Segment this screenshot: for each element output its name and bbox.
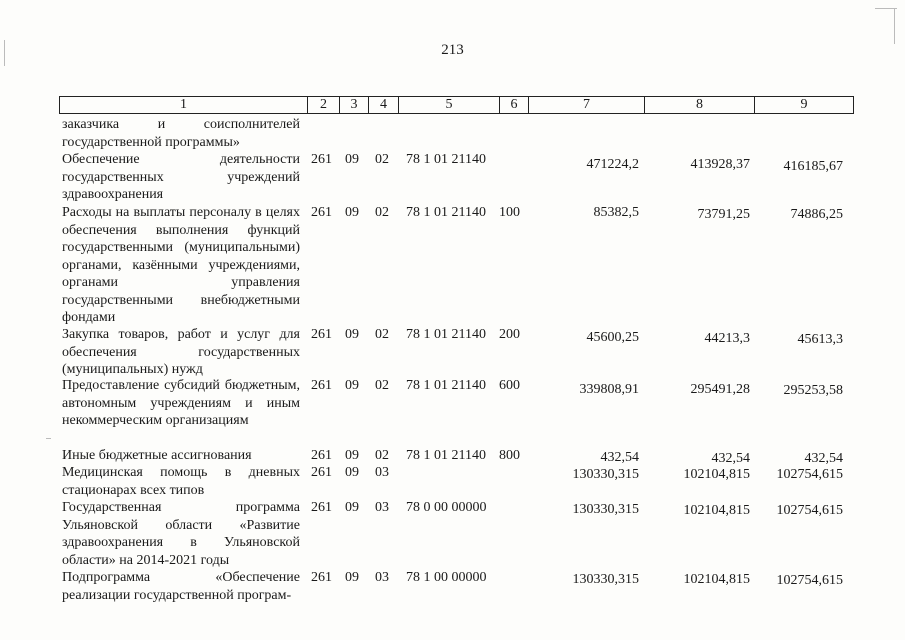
header-col-4: 4 [369,97,399,113]
row-subsection-code: 03 [375,465,389,480]
row-admin-code: 261 [311,448,332,463]
scan-mark [4,40,5,66]
row-value-col8: 44213,3 [704,331,750,346]
header-col-3: 3 [340,97,369,113]
row-section-code: 09 [345,500,359,515]
row-section-code: 09 [345,378,359,393]
row-value-col7: 130330,315 [572,502,639,517]
page-number: 213 [441,42,464,58]
row-value-col8: 102104,815 [683,467,750,482]
row-value-col9: 102754,615 [776,573,843,588]
row-value-col9: 74886,25 [790,207,843,222]
row-value-col7: 45600,25 [586,330,639,345]
row-admin-code: 261 [311,152,332,167]
header-col-8: 8 [645,97,755,113]
row-target-article: 78 1 01 21140 [406,205,486,220]
row-subsection-code: 03 [375,570,389,585]
row-section-code: 09 [345,327,359,342]
row-value-col8: 73791,25 [697,207,750,222]
row-value-col9: 416185,67 [783,159,843,174]
row-expense-type: 600 [499,378,520,393]
header-col-7: 7 [529,97,645,113]
row-target-article: 78 1 00 00000 [406,570,487,585]
row-subsection-code: 02 [375,205,389,220]
row-section-code: 09 [345,570,359,585]
row-target-article: 78 1 01 21140 [406,378,486,393]
row-value-col9: 432,54 [804,451,843,466]
scan-mark [894,8,895,44]
row-value-col8: 102104,815 [683,572,750,587]
row-section-code: 09 [345,205,359,220]
row-subsection-code: 02 [375,327,389,342]
row-description: Предоставление субсидий бюджетным, автономным учреждениям и иным некоммерческим организациям [62,378,300,428]
row-value-col7: 130330,315 [572,467,639,482]
row-admin-code: 261 [311,327,332,342]
row-value-col9: 45613,3 [797,332,843,347]
row-subsection-code: 03 [375,500,389,515]
row-value-col7: 339808,91 [579,382,639,397]
row-value-col7: 130330,315 [572,572,639,587]
row-value-col9: 102754,615 [776,503,843,518]
row-value-col8: 432,54 [711,451,750,466]
row-section-code: 09 [345,465,359,480]
row-description: Государственная программа Ульяновской области «Развитие здравоохранения в Ульяновской области» на 2014-2021 годы [62,500,300,568]
row-description: заказчика и соисполнителей государственной программы» [62,117,300,150]
row-expense-type: 200 [499,327,520,342]
table-header [59,96,854,114]
header-col-1: 1 [60,97,308,113]
row-expense-type: 100 [499,205,520,220]
row-description: Медицинская помощь в дневных стационарах всех типов [62,465,300,498]
row-subsection-code: 02 [375,152,389,167]
row-value-col7: 85382,5 [593,205,639,220]
row-section-code: 09 [345,448,359,463]
row-value-col8: 413928,37 [690,157,750,172]
row-description: Закупка товаров, работ и услуг для обеспечения государственных (муниципальных) нужд [62,327,300,377]
row-description: Иные бюджетные ассигнования [62,448,252,463]
row-target-article: 78 1 01 21140 [406,327,486,342]
row-value-col7: 432,54 [600,450,639,465]
header-col-5: 5 [399,97,500,113]
row-value-col8: 295491,28 [690,382,750,397]
row-target-article: 78 1 01 21140 [406,448,486,463]
row-admin-code: 261 [311,570,332,585]
row-subsection-code: 02 [375,448,389,463]
row-value-col8: 102104,815 [683,503,750,518]
row-description: Обеспечение деятельности государственных учреждений здравоохранения [62,152,300,202]
row-admin-code: 261 [311,500,332,515]
header-col-9: 9 [800,97,808,112]
row-expense-type: 800 [499,448,520,463]
row-admin-code: 261 [311,465,332,480]
row-value-col7: 471224,2 [586,157,639,172]
row-section-code: 09 [345,152,359,167]
row-subsection-code: 02 [375,378,389,393]
row-target-article: 78 1 01 21140 [406,152,486,167]
header-col-2: 2 [308,97,340,113]
row-admin-code: 261 [311,378,332,393]
row-description: Расходы на выплаты персоналу в целях обеспечения выполнения функций государственными (муниципальными) органами, казёнными учреждениями, органами управления государственными внебюджетными фондами [62,205,300,325]
row-admin-code: 261 [311,205,332,220]
row-value-col9: 102754,615 [776,467,843,482]
row-value-col9: 295253,58 [783,383,843,398]
row-target-article: 78 0 00 00000 [406,500,487,515]
scan-mark [46,438,51,439]
row-description: Подпрограмма «Обеспечение реализации государственной програм- [62,570,300,603]
header-col-6: 6 [500,97,529,113]
